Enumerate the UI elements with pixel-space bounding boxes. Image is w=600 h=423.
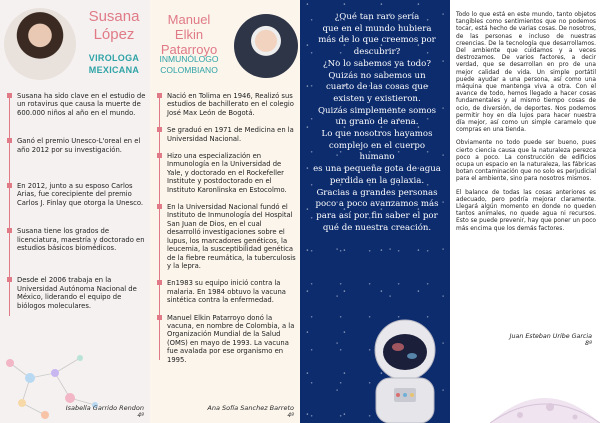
poem-line: Gracias a grandes personas <box>316 187 438 198</box>
list-item: En 2012, junto a su esposo Carlos Arias, fue corecipiente del premio Carlos J. Finlay que otorga la Unesco. <box>0 182 150 207</box>
poem-line: poco a poco avanzamos más <box>315 199 439 210</box>
poem-line: un grano de arena. <box>335 117 419 128</box>
manuel-facts-list <box>150 92 300 372</box>
square-bullet-icon <box>157 153 162 158</box>
poem-line: cuarto de las cosas que <box>325 82 429 93</box>
list-item: En la Universidad Nacional fundó el Instituto de Inmunología del Hospital San Juan de Dios, en el cual desarrolló investigaciones sobre el lupus, los marcadores genéticos, la leucemia, la susceptibilidad genética de la fiebre reumática, la tuberculosis y la lepra. <box>150 203 300 270</box>
list-item: Nació en Tolima en 1946, Realizó sus estudios de bachillerato en el colegio José Max León de Bogotá. <box>150 92 300 117</box>
poem-line: para así por fin saber el por <box>316 210 438 221</box>
essay-paragraph: Todo lo que está en este mundo, tanto objetos tangibles como sentimientos que no podemos tocar, está hecho de varias cosas. De nosotros, de las personas e incluso de nuestras creencias. De la tecnología que desarrollamos. Del ambiente que cuidamos y a veces destrozamos. De varios factores, a decir verdad, que se desarrollan en pro de una mejor calidad de vida. Un simple portátil puede ayudar a una persona, así como una máquina que mantenga viva a otra. Con el avance de todo, hemos llegado a hacer cosas fundamentales y al mismo tiempo cosas de ocio, de diversión, de deportes. Nos podemos permitir hoy en día lujos para hacer nuestra día mejor, así como un simple caramelo que compras en una tienda. <box>456 12 596 134</box>
poem-panel <box>300 0 450 423</box>
square-bullet-icon <box>7 138 12 143</box>
poem-line: más de lo que creemos por <box>318 35 436 46</box>
susana-subtitle: VIROLOGA MEXICANA <box>88 53 140 75</box>
list-item: Se graduó en 1971 de Medicina en la Universidad Nacional. <box>150 126 300 143</box>
manuel-subtitle: INMUNÓLOGO COLOMBIANO <box>159 54 219 75</box>
list-item: Susana tiene los grados de licenciatura, maestría y doctorado en estudios básicos biomédicos. <box>0 227 150 252</box>
susana-lopez-panel <box>0 0 150 423</box>
essay-author: Juan Esteban Uribe Garcia 8º <box>509 333 592 347</box>
poem-line: Quizás simplemente somos <box>317 105 437 116</box>
poem-text <box>310 12 444 234</box>
poem-line: qué de nuestra creación. <box>322 222 432 233</box>
manuel-patarroyo-panel <box>150 0 300 423</box>
square-bullet-icon <box>157 204 162 209</box>
square-bullet-icon <box>157 315 162 320</box>
square-bullet-icon <box>7 183 12 188</box>
square-bullet-icon <box>157 127 162 132</box>
susana-signature: Isabella Garrido Rendon 4º <box>65 404 144 419</box>
susana-header <box>0 0 150 88</box>
poem-line: es una pequeña gota de agua <box>313 164 441 175</box>
square-bullet-icon <box>7 277 12 282</box>
poem-line: descubrir? <box>353 47 401 58</box>
list-item: Susana ha sido clave en el estudio de un rotavirus que causa la muerte de 600.000 niños al año en el mundo. <box>0 92 150 117</box>
poem-line: que en el mundo hubiera <box>322 23 432 34</box>
square-bullet-icon <box>157 280 162 285</box>
essay-paragraph: El balance de todas las cosas anteriores es adecuado, pero podría mejorar claramente. Llegará algún momento en donde no queden tantos animales, no quede agua ni recursos. Esto se puede prevenir, hay que poner un poco más encima que los demás factores. <box>456 189 596 232</box>
essay-paragraph: Obviamente no todo puede ser bueno, pues cierto ciencia causa que la naturaleza perezca poco a poco. La construcción de edificios ocupa un espacio en la naturaleza, las fábricas botan contaminación que no solo es perjudicial para el ambiente, sino para nosotros mismos. <box>456 140 596 183</box>
astronaut-icon <box>362 310 448 423</box>
square-bullet-icon <box>7 228 12 233</box>
susana-name: Susana López <box>88 8 140 43</box>
planet-icon <box>490 363 600 423</box>
susana-photo <box>4 8 76 80</box>
poem-line: Lo que nosotros hayamos <box>321 129 433 140</box>
susana-facts-list <box>0 92 150 318</box>
essay-panel <box>450 0 600 423</box>
list-item: En1983 su equipo inició contra la malaria. En 1984 obtuvo la vacuna sintética contra la enfermedad. <box>150 279 300 304</box>
poem-line: existen y existieron. <box>333 93 421 104</box>
list-item: Hizo una especialización en Inmunología en la Universidad de Yale, y doctorado en el Rockefeller Institute y postdoctorado en el Instituto Karonlinska en Estocolmo. <box>150 152 300 194</box>
poem-line: perdida en la galaxia. <box>329 175 425 186</box>
poem-line: complejo en el cuerpo <box>328 140 426 151</box>
square-bullet-icon <box>7 93 12 98</box>
manuel-name: Manuel Elkin Patarroyo <box>160 12 218 57</box>
poem-line: humano <box>359 152 395 163</box>
essay-text <box>456 12 596 239</box>
square-bullet-icon <box>157 93 162 98</box>
manuel-photo <box>234 14 298 78</box>
list-item: Ganó el premio Unesco-L'oreal en el año 2012 por su investigación. <box>0 137 150 154</box>
list-item: Desde el 2006 trabaja en la Universidad Autónoma Nacional de México, liderando el equipo de biólogos moleculares. <box>0 276 150 310</box>
poem-line: Quizás no sabemos un <box>328 70 426 81</box>
manuel-signature: Ana Sofía Sanchez Barreto 4º <box>207 404 294 419</box>
poem-line: ¿Qué tan raro sería <box>334 12 420 22</box>
list-item: Manuel Elkin Patarroyo donó la vacuna, en nombre de Colombia, a la Organización Mundial de la Salud (OMS) en mayo de 1993. La vacuna fue avalada por ese organismo en 1995. <box>150 314 300 364</box>
poem-line: ¿No lo sabemos ya todo? <box>323 58 431 69</box>
